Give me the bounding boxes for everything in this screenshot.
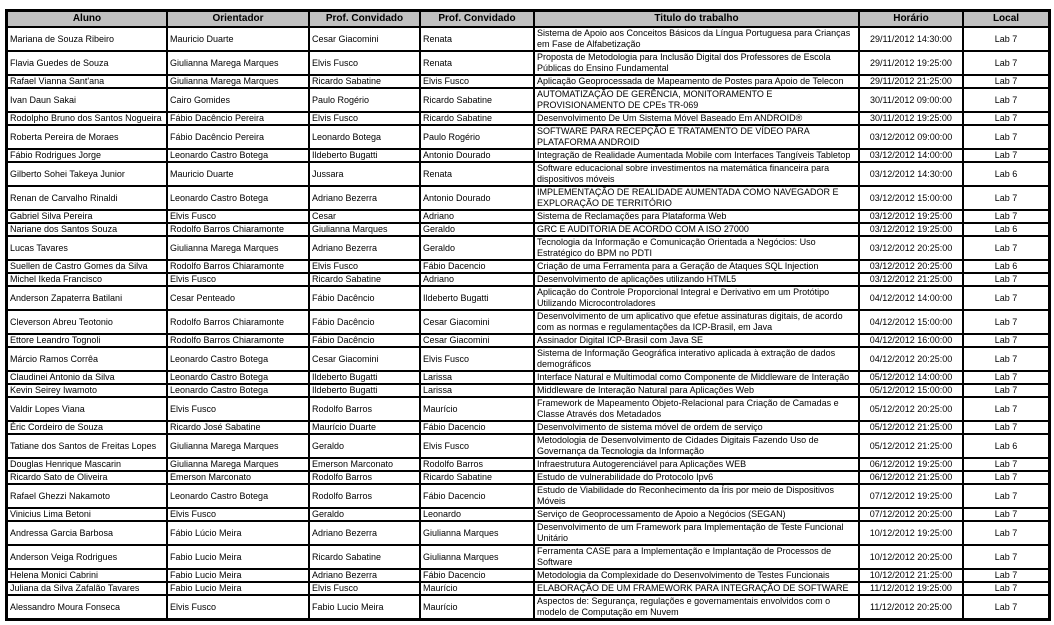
cell-local: Lab 7 (963, 484, 1049, 508)
table-row (7, 75, 1049, 88)
cell-titulo: Proposta de Metodologia para Inclusão Digital dos Professores de Escola Públicas do Ensino Fundamental (534, 51, 859, 75)
table-row (7, 458, 1049, 471)
cell-local: Lab 7 (963, 471, 1049, 484)
cell-convidado1: Adriano Bezerra (309, 569, 420, 582)
table-row (7, 88, 1049, 112)
cell-local: Lab 7 (963, 75, 1049, 88)
cell-local: Lab 7 (963, 545, 1049, 569)
cell-orientador: Leonardo Castro Botega (167, 371, 309, 384)
cell-orientador: Giulianna Marega Marques (167, 236, 309, 260)
table-row (7, 310, 1049, 334)
cell-horario: 10/12/2012 20:25:00 (859, 545, 963, 569)
cell-convidado2: Cesar Giacomini (420, 310, 534, 334)
cell-orientador: Leonardo Castro Botega (167, 484, 309, 508)
cell-aluno: Mariana de Souza Ribeiro (7, 27, 167, 51)
cell-local: Lab 7 (963, 88, 1049, 112)
col-header-orientador: Orientador (167, 11, 309, 27)
cell-titulo: Metodologia da Complexidade do Desenvolvimento de Testes Funcionais (534, 569, 859, 582)
cell-titulo: Estudo de vulnerabilidade do Protocolo Ipv6 (534, 471, 859, 484)
col-header-horario: Horário (859, 11, 963, 27)
cell-aluno: Roberta Pereira de Moraes (7, 125, 167, 149)
cell-orientador: Leonardo Castro Botega (167, 149, 309, 162)
cell-orientador: Cairo Gomides (167, 88, 309, 112)
cell-convidado1: Elvis Fusco (309, 112, 420, 125)
cell-horario: 04/12/2012 20:25:00 (859, 347, 963, 371)
cell-convidado1: Fábio Dacêncio (309, 334, 420, 347)
cell-orientador: Giulianna Marega Marques (167, 458, 309, 471)
cell-aluno: Lucas Tavares (7, 236, 167, 260)
cell-titulo: Desenvolvimento De Um Sistema Móvel Baseado Em ANDROID® (534, 112, 859, 125)
cell-orientador: Rodolfo Barros Chiaramonte (167, 310, 309, 334)
cell-horario: 03/12/2012 14:30:00 (859, 162, 963, 186)
cell-convidado1: Ricardo Sabatine (309, 75, 420, 88)
table-row (7, 162, 1049, 186)
cell-local: Lab 6 (963, 223, 1049, 236)
cell-titulo: AUTOMATIZAÇÃO DE GERÊNCIA, MONITORAMENTO E PROVISIONAMENTO DE CPEs TR-069 (534, 88, 859, 112)
table-row (7, 260, 1049, 273)
cell-orientador: Leonardo Castro Botega (167, 384, 309, 397)
cell-convidado2: Cesar Giacomini (420, 334, 534, 347)
cell-orientador: Elvis Fusco (167, 397, 309, 421)
cell-titulo: Aplicação Geoprocessada de Mapeamento de Postes para Apoio de Telecon (534, 75, 859, 88)
cell-local: Lab 7 (963, 397, 1049, 421)
cell-convidado2: Elvis Fusco (420, 347, 534, 371)
cell-convidado1: Jussara (309, 162, 420, 186)
cell-aluno: Gilberto Sohei Takeya Junior (7, 162, 167, 186)
cell-convidado1: Elvis Fusco (309, 51, 420, 75)
cell-titulo: Criação de uma Ferramenta para a Geração de Ataques SQL Injection (534, 260, 859, 273)
cell-convidado2: Geraldo (420, 223, 534, 236)
cell-convidado1: Cesar Giacomini (309, 347, 420, 371)
cell-aluno: Márcio Ramos Corrêa (7, 347, 167, 371)
cell-titulo: Tecnologia da Informação e Comunicação Orientada a Negócios: Uso Estratégico do BPM no PDTI (534, 236, 859, 260)
cell-convidado1: Ildeberto Bugatti (309, 371, 420, 384)
cell-convidado1: Paulo Rogério (309, 88, 420, 112)
cell-aluno: Claudinei Antonio da Silva (7, 371, 167, 384)
cell-titulo: Serviço de Geoprocessamento de Apoio a Negócios (SEGAN) (534, 508, 859, 521)
table-header (7, 11, 1049, 27)
cell-titulo: Desenvolvimento de aplicações utilizando HTML5 (534, 273, 859, 286)
cell-convidado2: Paulo Rogério (420, 125, 534, 149)
cell-horario: 03/12/2012 19:25:00 (859, 210, 963, 223)
cell-aluno: Cleverson Abreu Teotonio (7, 310, 167, 334)
cell-titulo: Aplicação do Controle Proporcional Integral e Derivativo em um Protótipo Utilizando Microcontroladores (534, 286, 859, 310)
cell-titulo: Metodologia de Desenvolvimento de Cidades Digitais Fazendo Uso de Governança da Tecnologia da Informação (534, 434, 859, 458)
cell-local: Lab 7 (963, 508, 1049, 521)
table-row (7, 210, 1049, 223)
cell-convidado1: Ricardo Sabatine (309, 273, 420, 286)
cell-titulo: Integração de Realidade Aumentada Mobile com Interfaces Tangíveis Tabletop (534, 149, 859, 162)
cell-local: Lab 7 (963, 458, 1049, 471)
cell-local: Lab 7 (963, 521, 1049, 545)
cell-aluno: Michel Ikeda Francisco (7, 273, 167, 286)
cell-aluno: Kevin Seirey Iwamoto (7, 384, 167, 397)
cell-local: Lab 7 (963, 421, 1049, 434)
table-row (7, 521, 1049, 545)
cell-titulo: ELABORAÇÃO DE UM FRAMEWORK PARA INTEGRAÇÃO DE SOFTWARE (534, 582, 859, 595)
cell-orientador: Elvis Fusco (167, 210, 309, 223)
cell-local: Lab 7 (963, 310, 1049, 334)
cell-convidado2: Adriano (420, 273, 534, 286)
cell-orientador: Ricardo José Sabatine (167, 421, 309, 434)
cell-titulo: Desenvolvimento de sistema móvel de ordem de serviço (534, 421, 859, 434)
table-row (7, 125, 1049, 149)
cell-aluno: Douglas Henrique Mascarin (7, 458, 167, 471)
cell-convidado2: Larissa (420, 384, 534, 397)
cell-local: Lab 7 (963, 371, 1049, 384)
cell-aluno: Helena Monici Cabrini (7, 569, 167, 582)
cell-orientador: Fabio Lucio Meira (167, 545, 309, 569)
table-row (7, 149, 1049, 162)
cell-aluno: Ivan Daun Sakai (7, 88, 167, 112)
cell-horario: 03/12/2012 09:00:00 (859, 125, 963, 149)
cell-aluno: Andressa Garcia Barbosa (7, 521, 167, 545)
cell-convidado1: Maurício Duarte (309, 421, 420, 434)
cell-horario: 05/12/2012 21:25:00 (859, 434, 963, 458)
cell-convidado2: Elvis Fusco (420, 434, 534, 458)
cell-convidado1: Cesar Giacomini (309, 27, 420, 51)
cell-orientador: Elvis Fusco (167, 595, 309, 619)
cell-convidado2: Ricardo Sabatine (420, 112, 534, 125)
cell-orientador: Leonardo Castro Botega (167, 186, 309, 210)
cell-aluno: Rafael Ghezzi Nakamoto (7, 484, 167, 508)
cell-orientador: Cesar Penteado (167, 286, 309, 310)
cell-horario: 29/11/2012 19:25:00 (859, 51, 963, 75)
table-row (7, 112, 1049, 125)
table-row (7, 508, 1049, 521)
cell-local: Lab 7 (963, 236, 1049, 260)
cell-convidado2: Maurício (420, 595, 534, 619)
cell-aluno: Ricardo Sato de Oliveira (7, 471, 167, 484)
table-row (7, 347, 1049, 371)
cell-convidado2: Fábio Dacencio (420, 260, 534, 273)
cell-convidado2: Fábio Dacencio (420, 484, 534, 508)
col-header-convidado2: Prof. Convidado (420, 11, 534, 27)
cell-titulo: Software educacional sobre investimentos na matemática financeira para dispositivos móveis (534, 162, 859, 186)
cell-titulo: Aspectos de: Segurança, regulações e governamentais envolvidos com o modelo de Computação em Nuvem (534, 595, 859, 619)
cell-horario: 05/12/2012 15:00:00 (859, 384, 963, 397)
table-row (7, 186, 1049, 210)
cell-convidado1: Giulianna Marques (309, 223, 420, 236)
cell-horario: 05/12/2012 21:25:00 (859, 421, 963, 434)
table-row (7, 286, 1049, 310)
table-row (7, 27, 1049, 51)
table-row (7, 484, 1049, 508)
cell-orientador: Fábio Dacêncio Pereira (167, 125, 309, 149)
cell-aluno: Fábio Rodrigues Jorge (7, 149, 167, 162)
cell-convidado1: Rodolfo Barros (309, 484, 420, 508)
cell-horario: 29/11/2012 21:25:00 (859, 75, 963, 88)
cell-orientador: Rodolfo Barros Chiaramonte (167, 260, 309, 273)
cell-convidado1: Ildeberto Bugatti (309, 149, 420, 162)
cell-orientador: Giulianna Marega Marques (167, 51, 309, 75)
cell-convidado1: Elvis Fusco (309, 260, 420, 273)
cell-orientador: Fabio Lucio Meira (167, 569, 309, 582)
cell-aluno: Ettore Leandro Tognoli (7, 334, 167, 347)
cell-titulo: Sistema de Apoio aos Conceitos Básicos da Língua Portuguesa para Crianças em Fase de Alfabetização (534, 27, 859, 51)
table-row (7, 236, 1049, 260)
table-row (7, 397, 1049, 421)
cell-convidado1: Ildeberto Bugatti (309, 384, 420, 397)
cell-local: Lab 7 (963, 125, 1049, 149)
cell-orientador: Elvis Fusco (167, 273, 309, 286)
cell-aluno: Rafael Vianna Sant'ana (7, 75, 167, 88)
cell-horario: 30/11/2012 19:25:00 (859, 112, 963, 125)
cell-convidado2: Larissa (420, 371, 534, 384)
cell-titulo: Infraestrutura Autogerenciável para Aplicações WEB (534, 458, 859, 471)
cell-aluno: Nariane dos Santos Souza (7, 223, 167, 236)
cell-orientador: Emerson Marconato (167, 471, 309, 484)
cell-titulo: Estudo de Viabilidade do Reconhecimento da Íris por meio de Dispositivos Móveis (534, 484, 859, 508)
col-header-aluno: Aluno (7, 11, 167, 27)
cell-convidado1: Adriano Bezerra (309, 186, 420, 210)
cell-convidado2: Ildeberto Bugatti (420, 286, 534, 310)
cell-horario: 10/12/2012 21:25:00 (859, 569, 963, 582)
cell-horario: 06/12/2012 19:25:00 (859, 458, 963, 471)
cell-titulo: Desenvolvimento de um aplicativo que efetue assinaturas digitais, de acordo com as normas e regulamentações da ICP-Brasil, em Java (534, 310, 859, 334)
cell-titulo: GRC E AUDITORIA DE ACORDO COM A ISO 27000 (534, 223, 859, 236)
cell-aluno: Rodolpho Bruno dos Santos Nogueira (7, 112, 167, 125)
cell-local: Lab 7 (963, 51, 1049, 75)
cell-local: Lab 7 (963, 347, 1049, 371)
cell-convidado1: Adriano Bezerra (309, 236, 420, 260)
table-row (7, 595, 1049, 619)
cell-horario: 05/12/2012 20:25:00 (859, 397, 963, 421)
cell-aluno: Tatiane dos Santos de Freitas Lopes (7, 434, 167, 458)
cell-horario: 07/12/2012 20:25:00 (859, 508, 963, 521)
cell-orientador: Mauricio Duarte (167, 162, 309, 186)
cell-convidado2: Ricardo Sabatine (420, 471, 534, 484)
cell-aluno: Juliana da Silva Zafalão Tavares (7, 582, 167, 595)
cell-local: Lab 6 (963, 162, 1049, 186)
cell-convidado1: Rodolfo Barros (309, 471, 420, 484)
cell-convidado2: Geraldo (420, 236, 534, 260)
cell-local: Lab 7 (963, 582, 1049, 595)
cell-horario: 29/11/2012 14:30:00 (859, 27, 963, 51)
cell-horario: 03/12/2012 15:00:00 (859, 186, 963, 210)
cell-convidado1: Adriano Bezerra (309, 521, 420, 545)
cell-convidado1: Emerson Marconato (309, 458, 420, 471)
cell-aluno: Anderson Zapaterra Batilani (7, 286, 167, 310)
cell-titulo: SOFTWARE PARA RECEPÇÃO E TRATAMENTO DE VÍDEO PARA PLATAFORMA ANDROID (534, 125, 859, 149)
defense-schedule-table (5, 9, 1051, 621)
table-row (7, 569, 1049, 582)
cell-local: Lab 7 (963, 27, 1049, 51)
cell-convidado2: Giulianna Marques (420, 521, 534, 545)
cell-orientador: Mauricio Duarte (167, 27, 309, 51)
cell-horario: 03/12/2012 20:25:00 (859, 260, 963, 273)
cell-convidado2: Antonio Dourado (420, 186, 534, 210)
table-row (7, 582, 1049, 595)
cell-horario: 04/12/2012 16:00:00 (859, 334, 963, 347)
cell-local: Lab 7 (963, 384, 1049, 397)
table-row (7, 334, 1049, 347)
cell-convidado2: Renata (420, 162, 534, 186)
cell-convidado1: Rodolfo Barros (309, 397, 420, 421)
cell-aluno: Alessandro Moura Fonseca (7, 595, 167, 619)
cell-orientador: Fábio Dacêncio Pereira (167, 112, 309, 125)
col-header-local: Local (963, 11, 1049, 27)
cell-aluno: Gabriel Silva Pereira (7, 210, 167, 223)
col-header-titulo: Titulo do trabalho (534, 11, 859, 27)
cell-orientador: Giulianna Marega Marques (167, 434, 309, 458)
cell-titulo: Desenvolvimento de um Framework para Implementação de Teste Funcional Unitário (534, 521, 859, 545)
cell-convidado1: Geraldo (309, 508, 420, 521)
cell-orientador: Rodolfo Barros Chiaramonte (167, 334, 309, 347)
cell-titulo: Sistema de Informação Geográfica interativo aplicada à extração de dados demográficos (534, 347, 859, 371)
cell-convidado2: Ricardo Sabatine (420, 88, 534, 112)
cell-horario: 04/12/2012 15:00:00 (859, 310, 963, 334)
cell-orientador: Elvis Fusco (167, 508, 309, 521)
cell-convidado1: Cesar (309, 210, 420, 223)
cell-convidado2: Fábio Dacencio (420, 421, 534, 434)
col-header-convidado1: Prof. Convidado (309, 11, 420, 27)
table-row (7, 51, 1049, 75)
cell-horario: 11/12/2012 19:25:00 (859, 582, 963, 595)
cell-convidado2: Renata (420, 27, 534, 51)
cell-horario: 05/12/2012 14:00:00 (859, 371, 963, 384)
cell-horario: 10/12/2012 19:25:00 (859, 521, 963, 545)
cell-local: Lab 7 (963, 595, 1049, 619)
cell-titulo: Ferramenta CASE para a Implementação e Implantação de Processos de Software (534, 545, 859, 569)
cell-horario: 03/12/2012 20:25:00 (859, 236, 963, 260)
cell-local: Lab 7 (963, 149, 1049, 162)
cell-local: Lab 7 (963, 286, 1049, 310)
table-body (7, 27, 1049, 619)
cell-convidado2: Antonio Dourado (420, 149, 534, 162)
cell-local: Lab 7 (963, 210, 1049, 223)
cell-convidado1: Leonardo Botega (309, 125, 420, 149)
cell-local: Lab 6 (963, 260, 1049, 273)
cell-horario: 30/11/2012 09:00:00 (859, 88, 963, 112)
cell-convidado2: Adriano (420, 210, 534, 223)
cell-orientador: Fabio Lucio Meira (167, 582, 309, 595)
cell-convidado2: Maurício (420, 582, 534, 595)
cell-orientador: Giulianna Marega Marques (167, 75, 309, 88)
cell-convidado2: Maurício (420, 397, 534, 421)
cell-horario: 03/12/2012 21:25:00 (859, 273, 963, 286)
cell-horario: 07/12/2012 19:25:00 (859, 484, 963, 508)
cell-titulo: Sistema de Reclamações para Plataforma Web (534, 210, 859, 223)
cell-convidado1: Fábio Dacêncio (309, 310, 420, 334)
table-row (7, 471, 1049, 484)
cell-titulo: Framework de Mapeamento Objeto-Relacional para Criação de Camadas e Classe Através dos Metadados (534, 397, 859, 421)
cell-aluno: Suellen de Castro Gomes da Silva (7, 260, 167, 273)
cell-convidado1: Elvis Fusco (309, 582, 420, 595)
cell-horario: 06/12/2012 21:25:00 (859, 471, 963, 484)
cell-aluno: Flavia Guedes de Souza (7, 51, 167, 75)
table-row (7, 545, 1049, 569)
cell-titulo: IMPLEMENTAÇÃO DE REALIDADE AUMENTADA COMO NAVEGADOR E EXPLORAÇÃO DE TERRITÓRIO (534, 186, 859, 210)
table-row (7, 223, 1049, 236)
cell-horario: 11/12/2012 20:25:00 (859, 595, 963, 619)
table-row (7, 421, 1049, 434)
cell-local: Lab 7 (963, 334, 1049, 347)
cell-aluno: Éric Cordeiro de Souza (7, 421, 167, 434)
cell-local: Lab 7 (963, 569, 1049, 582)
cell-orientador: Rodolfo Barros Chiaramonte (167, 223, 309, 236)
cell-titulo: Assinador Digital ICP-Brasil com Java SE (534, 334, 859, 347)
table-row (7, 273, 1049, 286)
cell-horario: 04/12/2012 14:00:00 (859, 286, 963, 310)
cell-convidado2: Fábio Dacencio (420, 569, 534, 582)
cell-aluno: Vinicius Lima Betoni (7, 508, 167, 521)
cell-convidado2: Elvis Fusco (420, 75, 534, 88)
cell-orientador: Fábio Lúcio Meira (167, 521, 309, 545)
cell-local: Lab 7 (963, 112, 1049, 125)
cell-local: Lab 7 (963, 186, 1049, 210)
cell-convidado2: Renata (420, 51, 534, 75)
cell-titulo: Middleware de Interação Natural para Aplicações Web (534, 384, 859, 397)
cell-convidado1: Fabio Lucio Meira (309, 595, 420, 619)
cell-aluno: Valdir Lopes Viana (7, 397, 167, 421)
cell-local: Lab 6 (963, 434, 1049, 458)
table-row (7, 384, 1049, 397)
table-row (7, 371, 1049, 384)
cell-local: Lab 7 (963, 273, 1049, 286)
cell-horario: 03/12/2012 14:00:00 (859, 149, 963, 162)
cell-titulo: Interface Natural e Multimodal como Componente de Middleware de Interação (534, 371, 859, 384)
cell-convidado1: Ricardo Sabatine (309, 545, 420, 569)
cell-aluno: Anderson Veiga Rodrigues (7, 545, 167, 569)
header-row (7, 11, 1049, 27)
cell-convidado2: Giulianna Marques (420, 545, 534, 569)
cell-orientador: Leonardo Castro Botega (167, 347, 309, 371)
cell-convidado1: Geraldo (309, 434, 420, 458)
cell-convidado1: Fábio Dacêncio (309, 286, 420, 310)
table-row (7, 434, 1049, 458)
cell-horario: 03/12/2012 19:25:00 (859, 223, 963, 236)
cell-convidado2: Leonardo (420, 508, 534, 521)
cell-convidado2: Rodolfo Barros (420, 458, 534, 471)
cell-aluno: Renan de Carvalho Rinaldi (7, 186, 167, 210)
